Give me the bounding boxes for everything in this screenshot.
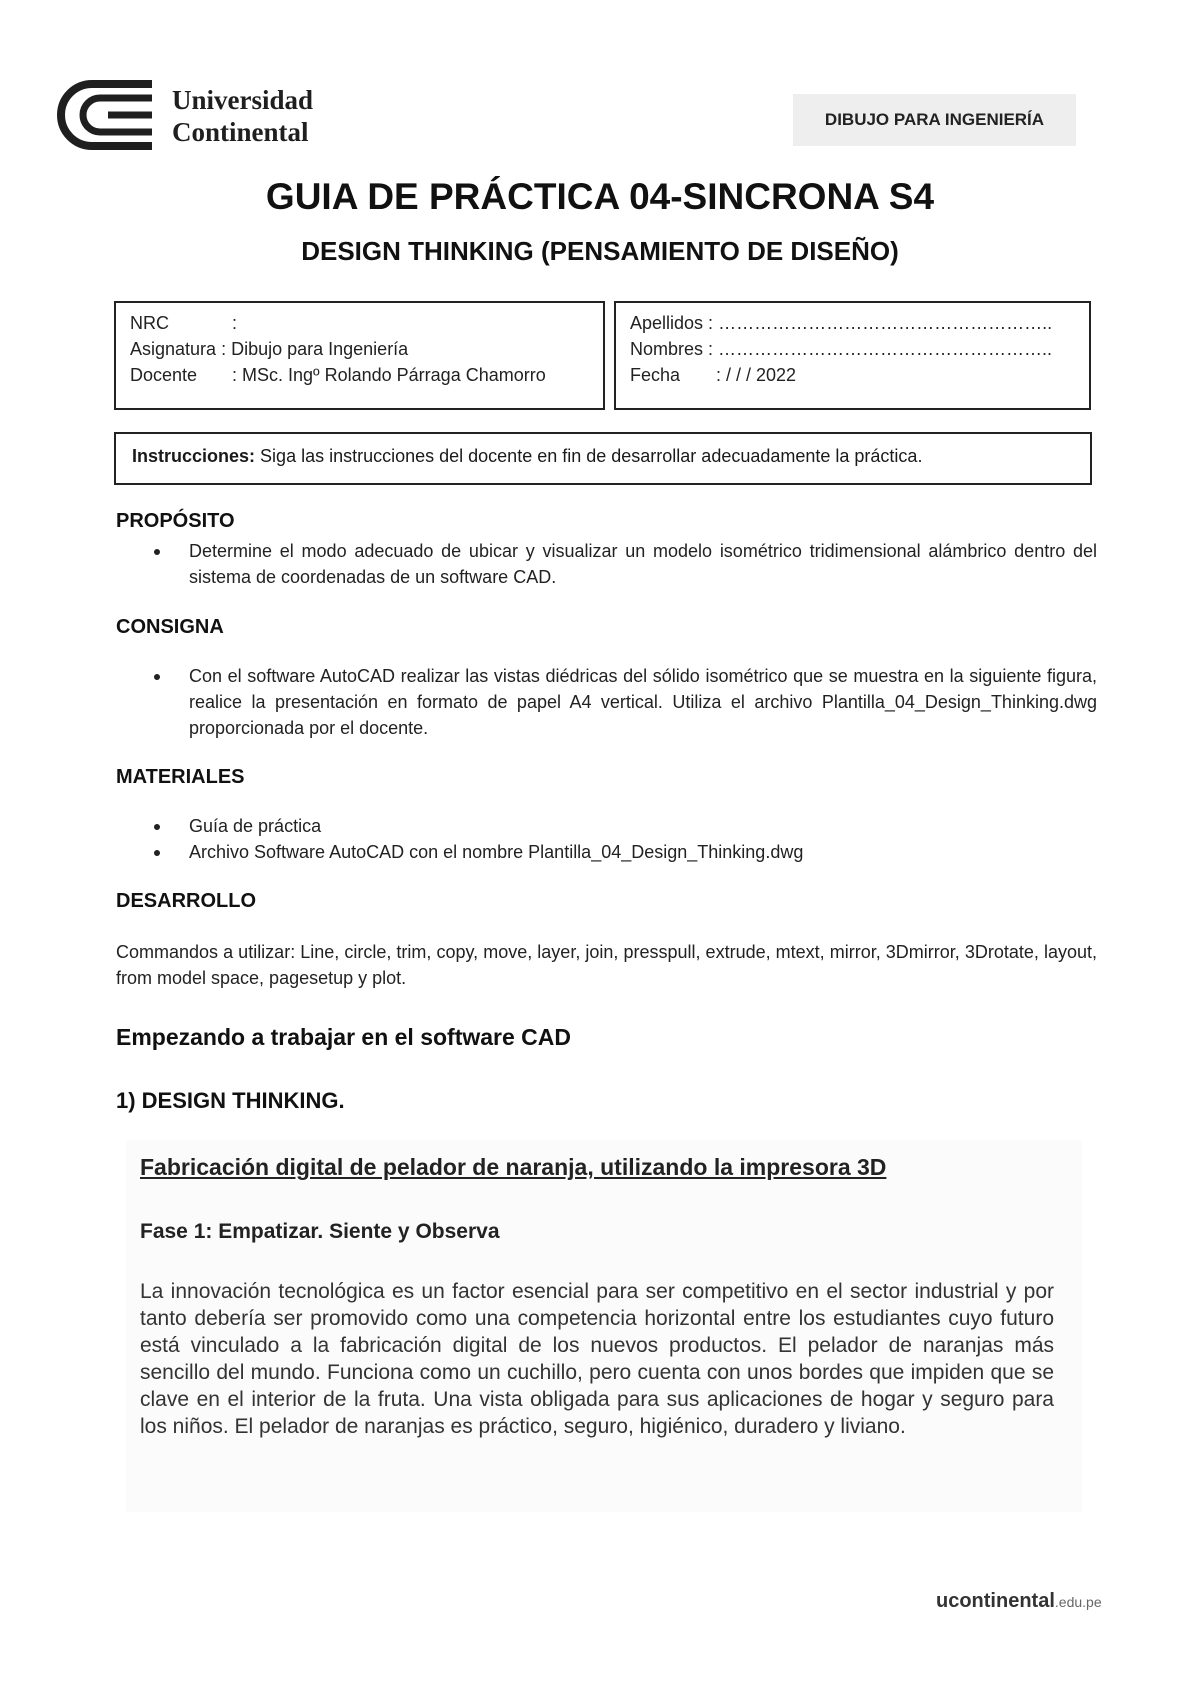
date-row: Fecha : / / / 2022 [630,365,797,385]
subject-row: Asignatura : Dibujo para Ingeniería [130,339,409,359]
logo-line-1: Universidad [172,85,314,115]
materiales-bullet-1: Guía de práctica [189,816,322,836]
instructions-label: Instrucciones: [132,446,256,466]
date-value: / / / 2022 [726,365,797,385]
instructions-box [114,432,1092,485]
instructions-text: Siga las instrucciones del docente en fin de desarrollar adecuadamente la práctica. [260,446,923,466]
logo-line-2: Continental [172,117,309,147]
names-label: Nombres [630,339,704,359]
proposito-bullet: Determine el modo adecuado de ubicar y visualizar un modelo isométrico tridimensional alámbrico dentro del sistema de coordenadas de un software CAD. [189,541,1097,587]
subject-value: Dibujo para Ingeniería [231,339,409,359]
embedded-title: Fabricación digital de pelador de naranja, utilizando la impresora 3D [140,1154,887,1180]
surname-value: ……………………………………………….. [718,313,1053,333]
names-row: Nombres : ……………………………………………….. [630,339,1053,359]
teacher-value: MSc. Ingº Rolando Párraga Chamorro [242,365,546,385]
course-tag: DIBUJO PARA INGENIERÍA [793,94,1076,146]
section-heading-desarrollo: DESARROLLO [116,890,256,912]
desarrollo-text: Commandos a utilizar: Line, circle, trim, copy, move, layer, join, presspull, extrude, mtext, mirror, 3Dmirror, 3Drotate, layout, from model space, pagesetup y plot. [116,942,1097,988]
bullet-icon [154,824,160,830]
footer-brand-name: ucontinental [936,1590,1055,1612]
university-logo-mark [56,78,156,152]
section-heading-materiales: MATERIALES [116,766,245,788]
surname-label: Apellidos [630,313,704,333]
work-heading: Empezando a trabajar en el software CAD [116,1024,572,1050]
teacher-label: Docente [130,365,198,385]
course-info-box [114,301,605,410]
page-title: GUIA DE PRÁCTICA 04-SINCRONA S4 [265,176,935,217]
footer-domain: .edu.pe [1054,1594,1102,1610]
date-label: Fecha [630,365,681,385]
university-name [172,84,313,148]
embedded-phase-heading: Fase 1: Empatizar. Siente y Observa [140,1220,500,1243]
surname-row: Apellidos : ……………………………………………….. [630,313,1053,333]
subject-label: Asignatura [130,339,217,359]
bullet-icon [154,674,160,680]
teacher-row: Docente : MSc. Ingº Rolando Párraga Chamorro [130,365,546,385]
section-heading-consigna: CONSIGNA [116,616,224,638]
nrc-label: NRC [130,313,169,333]
names-value: ……………………………………………….. [718,339,1053,359]
bullet-icon [154,549,160,555]
step-heading: 1) DESIGN THINKING. [116,1088,345,1113]
nrc-row: NRC : [130,313,238,333]
footer-brand [936,1590,1102,1613]
section-heading-proposito: PROPÓSITO [116,510,235,532]
consigna-bullet: Con el software AutoCAD realizar las vistas diédricas del sólido isométrico que se muestra en la siguiente figura, realice la presentación en formato de papel A4 vertical. Utiliza el archivo Plantilla_04_Design_Thinking.dwg proporcionada por el docente. [189,666,1097,738]
materiales-bullet-2: Archivo Software AutoCAD con el nombre Plantilla_04_Design_Thinking.dwg [189,842,804,862]
embedded-body-text: La innovación tecnológica es un factor esencial para ser competitivo en el sector industrial y por tanto debería ser promovido como una competencia horizontal entre los estudiantes cuyo futuro está vinculado a la fabricación digital de los nuevos productos. El pelador de naranjas más sencillo del mundo. Funciona como un cuchillo, pero cuenta con unos bordes que impiden que se clave en el interior de la fruta. Una vista obligada para sus aplicaciones de hogar y seguro para los niños. El pelador de naranjas es práctico, seguro, higiénico, duradero y liviano. [140,1280,1054,1438]
bullet-icon [154,850,160,856]
page-subtitle: DESIGN THINKING (PENSAMIENTO DE DISEÑO) [301,236,899,266]
student-info-box [614,301,1091,410]
